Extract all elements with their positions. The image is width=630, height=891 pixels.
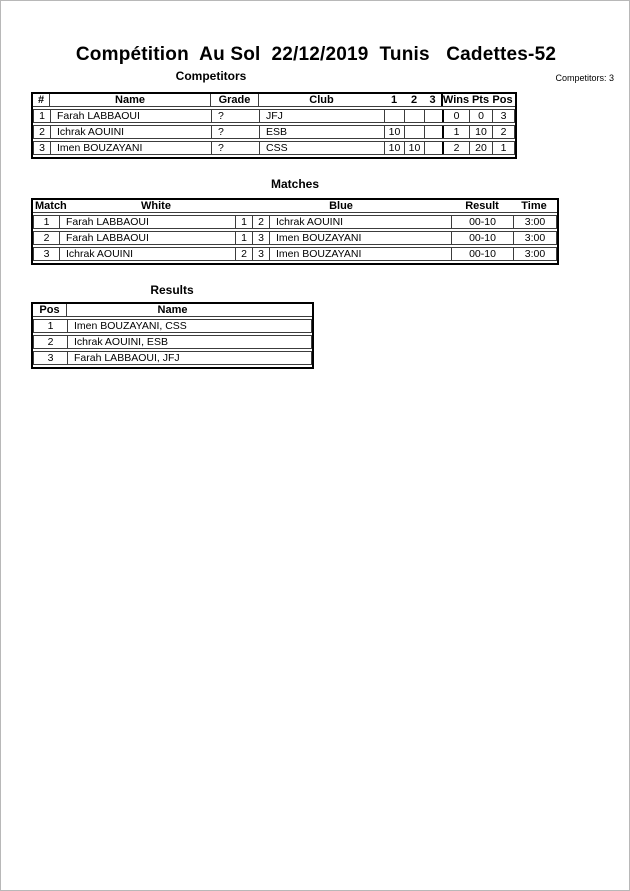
header-grade: Grade [211, 94, 259, 106]
white-competitor-number: 1 [236, 216, 253, 228]
competitors-count-label: Competitors: 3 [555, 73, 614, 83]
header-name: Name [50, 94, 211, 106]
round-3-score [425, 110, 442, 122]
competitor-pos: 2 [500, 126, 507, 138]
matches-table [31, 198, 559, 265]
match-result: 00-10 [452, 248, 514, 260]
competitor-pts: 10 [470, 126, 493, 138]
header-match: Match [35, 200, 67, 212]
round-2-score [405, 110, 425, 122]
results-heading: Results [150, 283, 194, 297]
match-result: 00-10 [452, 216, 514, 228]
round-2-score [405, 126, 425, 138]
white-name: Ichrak AOUINI [60, 248, 236, 260]
header-blue: Blue [329, 200, 353, 212]
competitor-wins: 1 [442, 126, 470, 138]
header-pts: Pts [471, 94, 490, 106]
header-round-2: 2 [410, 94, 418, 106]
white-name: Farah LABBAOUI [60, 216, 236, 228]
competitor-pos: 3 [500, 110, 507, 122]
result-position: 1 [34, 320, 68, 332]
competitor-club: CSS [260, 142, 385, 154]
competitor-name: Farah LABBAOUI [51, 110, 212, 122]
match-number: 1 [34, 216, 60, 228]
blue-competitor-number: 3 [253, 248, 270, 260]
competitor-number: 2 [34, 126, 51, 138]
header-round-3: 3 [429, 94, 436, 106]
competitor-club: JFJ [260, 110, 385, 122]
competitor-pos: 1 [500, 142, 507, 154]
blue-name: Imen BOUZAYANI [270, 232, 452, 244]
blue-name: Ichrak AOUINI [270, 216, 452, 228]
competitor-name: Ichrak AOUINI [51, 126, 212, 138]
round-1-score: 10 [385, 142, 405, 154]
result-row [33, 351, 312, 365]
results-header-row [33, 304, 312, 317]
competitor-grade: ? [212, 110, 260, 122]
header-pos: Pos [492, 94, 513, 106]
match-time: 3:00 [524, 232, 546, 244]
round-1-score [385, 110, 405, 122]
result-name: Ichrak AOUINI, ESB [74, 336, 168, 348]
competitor-row [33, 125, 515, 139]
match-time: 3:00 [524, 248, 546, 260]
competitor-pts: 20 [470, 142, 493, 154]
round-3-score [425, 142, 442, 154]
match-time: 3:00 [524, 216, 546, 228]
competitor-wins: 2 [442, 142, 470, 154]
competitor-wins: 0 [442, 110, 470, 122]
competitor-grade: ? [212, 126, 260, 138]
competitor-pts: 0 [470, 110, 493, 122]
header-time: Time [521, 200, 547, 212]
page-title: Compétition Au Sol 22/12/2019 Tunis Cadettes-52 [75, 44, 557, 65]
header-pos: Pos [33, 304, 67, 316]
match-row [33, 215, 557, 229]
competitors-table [31, 92, 517, 159]
competitor-number: 1 [34, 110, 51, 122]
competitor-club: ESB [260, 126, 385, 138]
white-name: Farah LABBAOUI [60, 232, 236, 244]
round-3-score [425, 126, 442, 138]
white-competitor-number: 1 [236, 232, 253, 244]
competitor-row [33, 141, 515, 155]
blue-name: Imen BOUZAYANI [270, 248, 452, 260]
match-row [33, 247, 557, 261]
result-row [33, 319, 312, 333]
round-2-score: 10 [405, 142, 425, 154]
results-table [31, 302, 314, 369]
result-position: 2 [34, 336, 68, 348]
competitor-name: Imen BOUZAYANI [51, 142, 212, 154]
white-competitor-number: 2 [236, 248, 253, 260]
competitor-row [33, 109, 515, 123]
header-club: Club [309, 94, 334, 106]
header-name: Name [157, 303, 188, 316]
result-name: Imen BOUZAYANI, CSS [74, 320, 187, 332]
match-result: 00-10 [452, 232, 514, 244]
match-number: 3 [34, 248, 60, 260]
competitor-grade: ? [212, 142, 260, 154]
match-row [33, 231, 557, 245]
matches-heading: Matches [270, 177, 320, 191]
header-result: Result [465, 200, 499, 212]
result-row [33, 335, 312, 349]
matches-header-row [33, 200, 557, 213]
competitors-heading: Competitors [175, 69, 247, 83]
header-round-1: 1 [390, 94, 398, 106]
blue-competitor-number: 3 [253, 232, 270, 244]
result-position: 3 [34, 352, 68, 364]
round-1-score: 10 [385, 126, 405, 138]
header-wins: Wins [442, 94, 469, 106]
header-white: White [141, 200, 171, 212]
match-number: 2 [34, 232, 60, 244]
competitors-header-row [33, 94, 515, 107]
result-name: Farah LABBAOUI, JFJ [74, 352, 180, 364]
blue-competitor-number: 2 [253, 216, 270, 228]
header-number: # [33, 94, 50, 106]
competitor-number: 3 [34, 142, 51, 154]
